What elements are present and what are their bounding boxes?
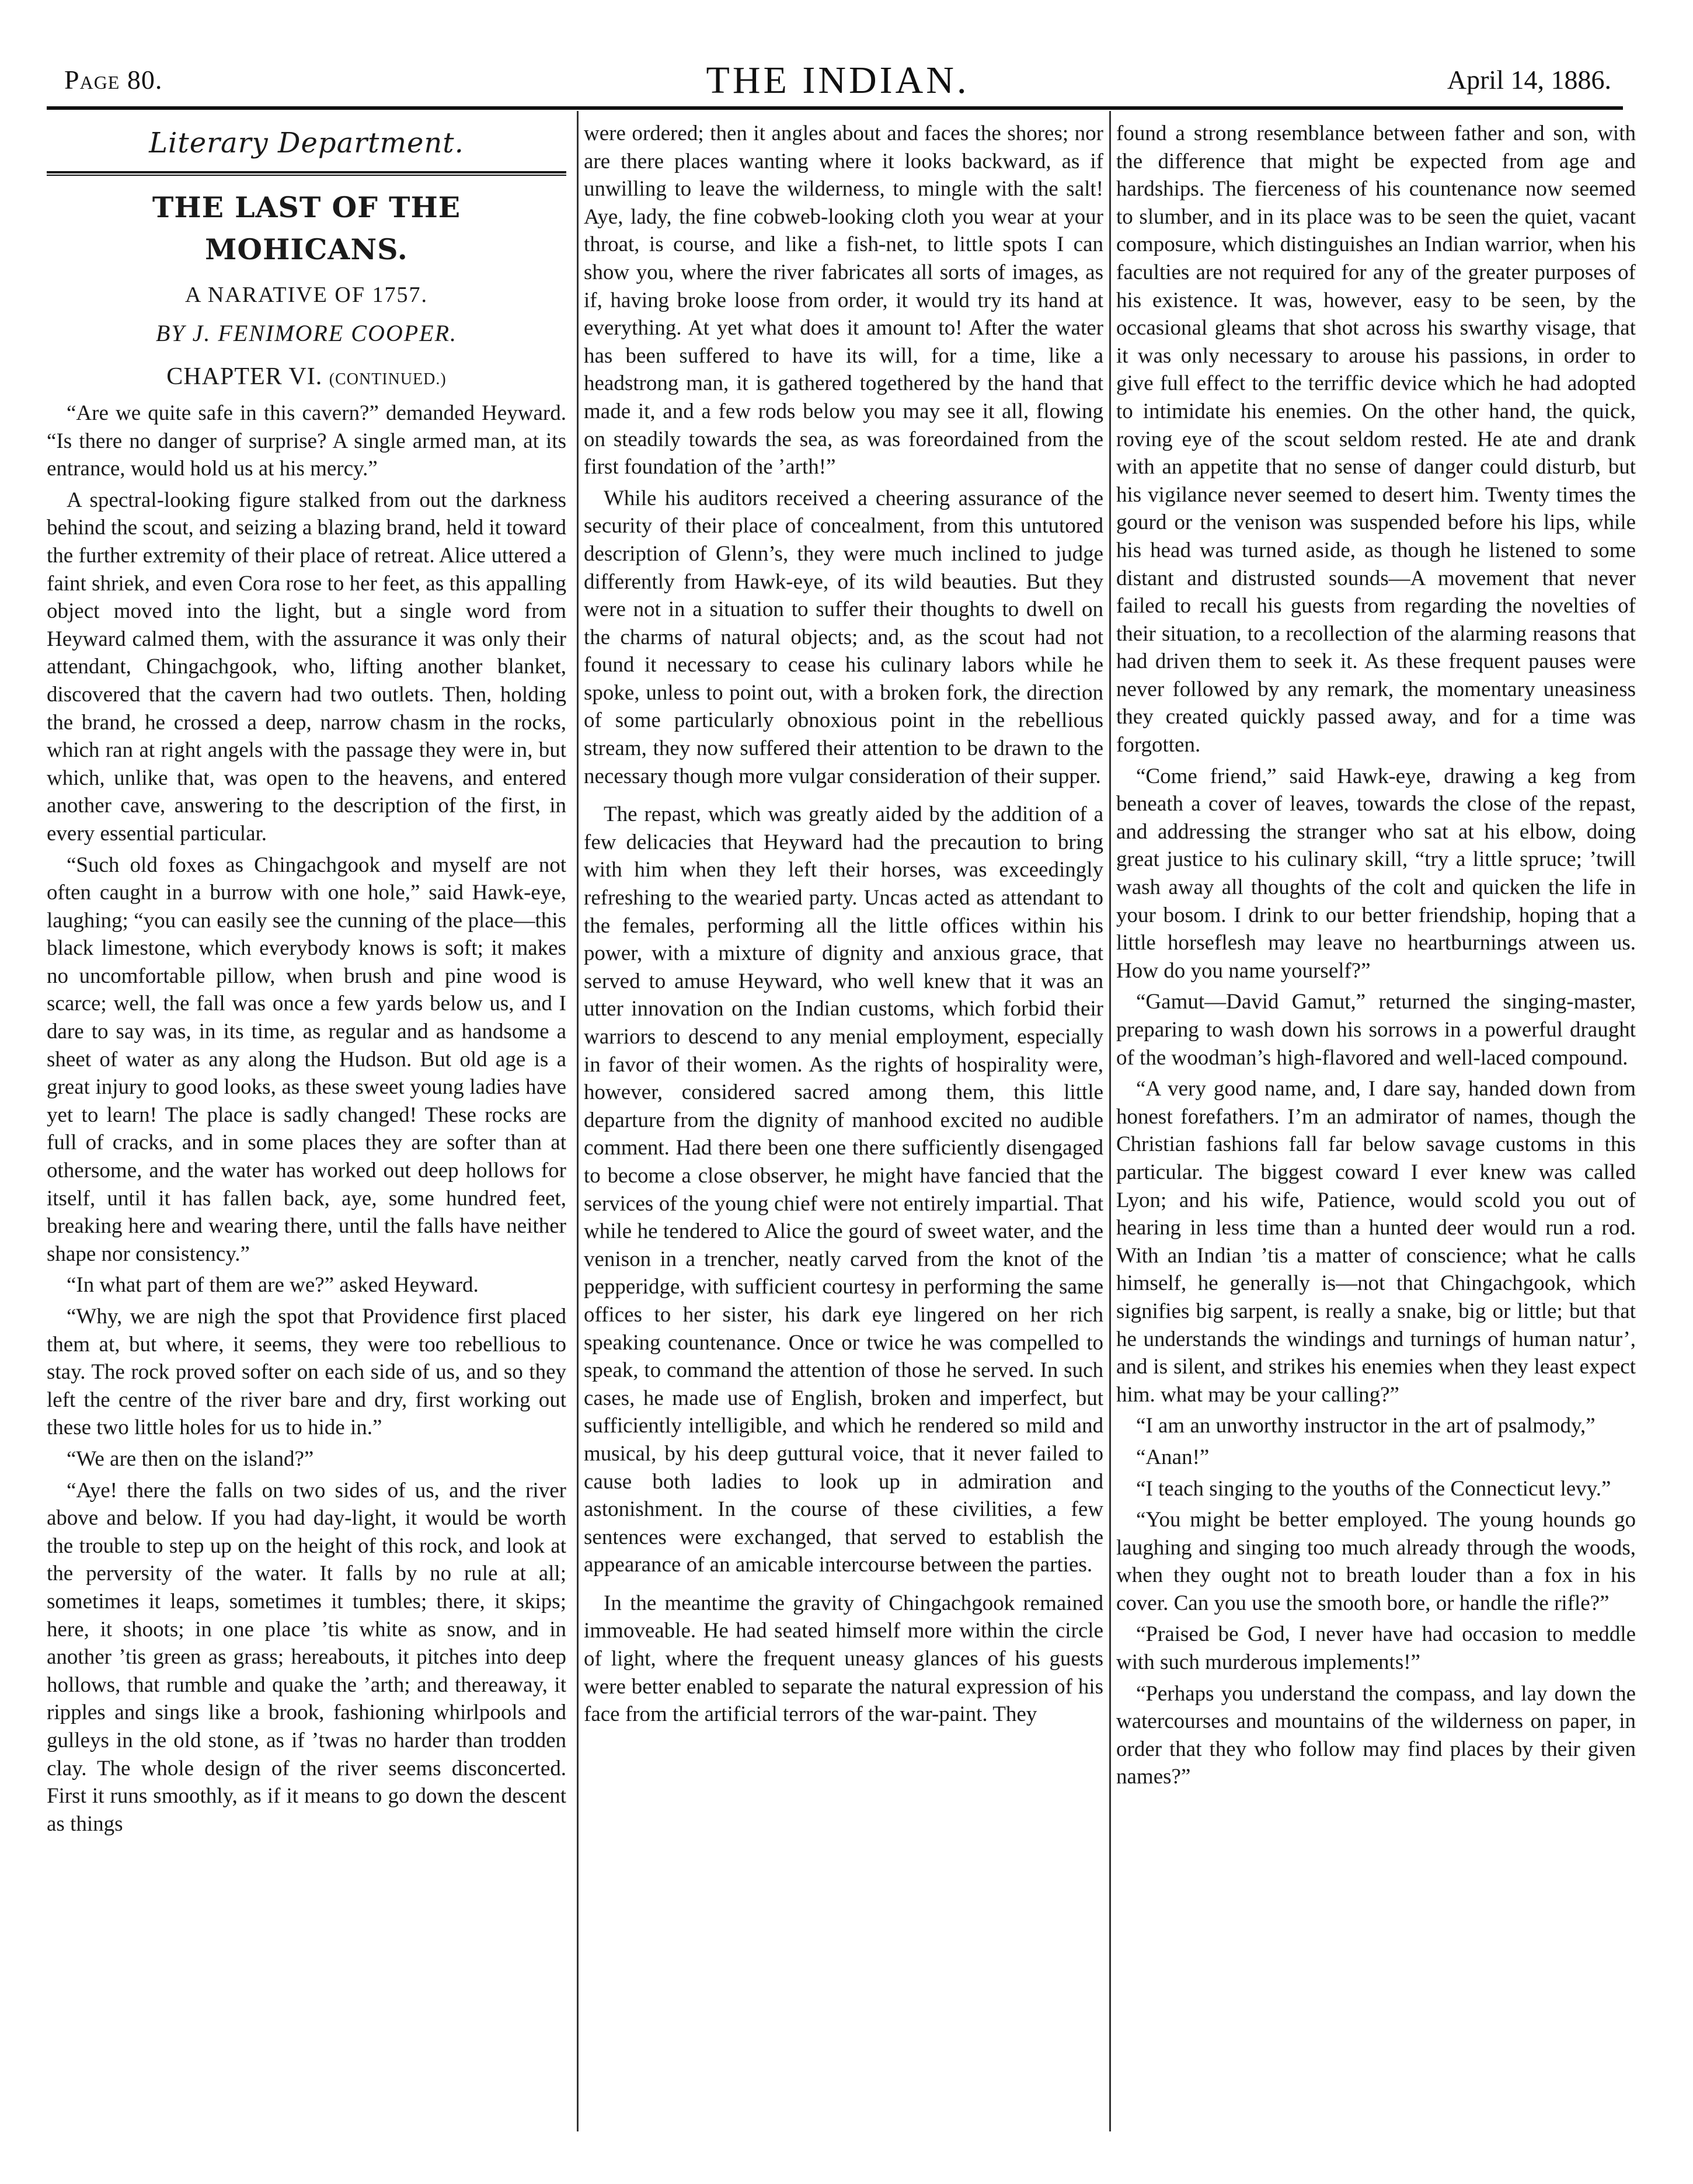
paragraph: “Such old foxes as Chingachgook and myself are not often caught in a burrow with one hole,” said Hawk-eye, laughing; “you can easily see the cunning of the place—this black limestone, which everybody knows is soft; it makes no uncomfortable pillow, when brush and pine wood is scarce; well, the fall was once a few yards below us, and I dare to say was, in its time, as regular and as handsome a sheet of water as any along the Hudson. But old age is a great injury to good looks, as these sweet young ladies have yet to learn! The place is sadly changed! These rocks are full of cracks, and in some places they are softer than at othersome, and the water has worked out deep hollows for itself, until it has fallen back, aye, some hundred feet, breaking here and wearing there, until the falls have neither shape nor consistency.” xyxy=(47,853,566,1266)
paragraph: “Perhaps you understand the compass, and lay down the watercourses and mountains of the wilderness on paper, in order that they who follow may find places by their given names?” xyxy=(1116,1681,1636,1789)
paragraph: “We are then on the island?” xyxy=(67,1446,314,1471)
masthead-rule xyxy=(47,106,1623,110)
paragraph: “In what part of them are we?” asked Heyward. xyxy=(67,1273,479,1298)
paragraph: “Gamut—David Gamut,” returned the singing-master, preparing to wash down his sorrows in a powerful draught of the woodman’s high-flavored and well-laced compound. xyxy=(1116,990,1636,1070)
paragraph: “A very good name, and, I dare say, handed down from honest forefathers. I’m an admirator of names, though the Christian fashions fall far below savage customs in this particular. The biggest coward I ever knew was called Lyon; and his wife, Patience, would scold you out of hearing in less time than a hunted deer would run a rod. With an Indian ’tis a matter of conscience; what he calls himself, he generally is—not that Chingachgook, which signifies big sarpent, is really a snake, big or little; but that he understands the windings and turnings of human natur’, and is silent, and strikes his enemies when they least expect him. what may be your calling?” xyxy=(1116,1077,1636,1407)
paragraph: “You might be better employed. The young hounds go laughing and singing too much already through the woods, when they ought not to breath louder than a fox in his cover. Can you use the smooth bore, or handle the rifle?” xyxy=(1116,1508,1636,1615)
newspaper-title: THE INDIAN. xyxy=(706,59,970,102)
column-2 xyxy=(584,120,1103,2117)
paragraph: were ordered; then it angles about and faces the shores; nor are there places wanting where it looks backward, as if unwilling to leave the wilderness, to mingle with the salt! Aye, lady, the fine cobweb-looking cloth you wear at your throat, is course, and like a fish-net, to little spots I can show you, where the river fabricates all sorts of images, as if, having broke loose from order, it would try its hand at everything. At yet what does it amount to! After the water has been suffered to have its will, for a time, like a headstrong man, it is gathered togethered by the hand that made it, and a few rods below you may see it all, flowing on steadily towards the sea, as was foreordained from the first foundation of the ’arth!” xyxy=(584,121,1103,479)
paragraph: The repast, which was greatly aided by the addition of a few delicacies that Heyward had the precaution to bring with him when they left their horses, was exceedingly refreshing to the wearied party. Uncas acted as attendant to the females, performing all the little offices within his power, with a mixture of dignity and anxious grace, that served to amuse Heyward, who well knew that it was an utter innovation on the Indian customs, which forbid their warriors to descend to any menial employment, especially in favor of their women. As the rights of hospirality were, however, considered sacred among them, this little departure from the dignity of manhood excited no audible comment. Had there been one there sufficiently disengaged to become a close observer, he might have fancied that the services of the young chief were not entirely impartial. That while he tendered to Alice the gourd of sweet water, and the venison in a trencher, neatly carved from the knot of the pepperidge, with sufficient courtesy in performing the same offices to her sister, his dark eye lingered on her rich speaking countenance. Once or twice he was compelled to speak, to command the attention of those he served. In such cases, he made use of English, broken and imperfect, but sufficiently intelligible, and which he rendered so mild and musical, by his deep guttural voice, that it never failed to cause both ladies to look up in admiration and astonishment. In the course of these civilities, a few sentences were exchanged, that served to establish the appearance of an amicable intercourse between the parties. xyxy=(584,802,1103,1577)
department-rule xyxy=(47,171,566,173)
paragraph: A spectral-looking figure stalked from out the darkness behind the scout, and seizing a blazing brand, held it toward the further extremity of their place of retreat. Alice uttered a faint shriek, and even Cora rose to her feet, as this appalling object moved into the light, but a single word from Heyward calmed them, with the assurance it was only their attendant, Chingachgook, who, lifting another blanket, discovered that the cavern had two outlets. Then, holding the brand, he crossed a deep, narrow chasm in the rocks, which ran at right angels with the passage they were in, but which, unlike that, was open to the heavens, and entered another cave, answering to the description of the first, in every essential particular. xyxy=(47,488,566,846)
paragraph: While his auditors received a cheering assurance of the security of their place of concealment, from this untutored description of Glenn’s, they were much inclined to judge differently from Hawk-eye, of its wild beauties. But they were not in a situation to suffer their thoughts to dwell on the charms of natural objects; and, as the scout had not found it necessary to cease his culinary labors while he spoke, unless to point out, with a broken fork, the direction of some particularly obnoxious point in the rebellious stream, they now suffered their attention to be drawn to the necessary though more vulgar consideration of their supper. xyxy=(584,486,1103,788)
paragraph: “Are we quite safe in this cavern?” demanded Heyward. “Is there no danger of surprise? A single armed man, at its entrance, would hold us at his mercy.” xyxy=(47,401,566,481)
article-byline: BY J. FENIMORE COOPER. xyxy=(155,320,458,346)
paragraph: “Praised be God, I never have had occasion to meddle with such murderous implements!” xyxy=(1116,1622,1636,1675)
paragraph: found a strong resemblance between father and son, with the difference that might be expected from age and hardships. The fierceness of his countenance now seemed to slumber, and in its place was to be seen the quiet, vacant composure, which distinguishes an Indian warrior, when his faculties are not required for any of the greater purposes of his existence. It was, however, easy to be seen, by the occasional gleams that shot across his swarthy visage, that it was only necessary to arouse his passions, in order to give full effect to the terriffic device which he had adopted to intimidate his enemies. On the other hand, the quick, roving eye of the scout seldom rested. He ate and drank with an appetite that no sense of danger could disturb, but his vigilance never seemed to desert him. Twenty times the gourd or the venison was suspended before his lips, while his head was turned aside, as though he listened to some distant and distrusted sounds—A movement that never failed to recall his guests from regarding the novelties of their situation, to a recollection of the alarming reasons that had driven them to seek it. As these frequent pauses were never followed by any remark, the momentary uneasiness they created quickly passed away, and for a time was forgotten. xyxy=(1116,121,1636,757)
chapter-continued-note: (CONTINUED.) xyxy=(329,370,447,388)
column-1 xyxy=(47,120,566,2117)
paragraph: “Why, we are nigh the spot that Providence first placed them at, but where, it seems, they were too rebellious to stay. The rock proved softer on each side of us, and so they left the centre of the river bare and dry, first working out these two little holes for us to hide in.” xyxy=(47,1305,566,1440)
paragraph: In the meantime the gravity of Chingachgook remained immoveable. He had seated himself more within the circle of light, where the frequent uneasy glances of his guests were better enabled to separate the natural expression of his face from the artificial terrors of the war-paint. They xyxy=(584,1591,1103,1727)
department-heading: Literary Department. xyxy=(149,127,464,159)
masthead xyxy=(53,58,1623,105)
chapter-number: CHAPTER VI. xyxy=(166,363,323,390)
issue-date: April 14, 1886. xyxy=(1447,65,1611,95)
paragraph: “Come friend,” said Hawk-eye, drawing a keg from beneath a cover of leaves, towards the close of the repast, and addressing the stranger who sat at his elbow, doing great justice to his culinary skill, “try a little spruce; ’twill wash away all thoughts of the colt and quicken the life in your bosom. I drink to our better friendship, hoping that a little horseflesh may leave no heartburnings atween us. How do you name yourself?” xyxy=(1116,764,1636,983)
paragraph: “I teach singing to the youths of the Connecticut levy.” xyxy=(1136,1476,1611,1501)
article-subtitle: A NARATIVE OF 1757. xyxy=(185,283,428,307)
article-title: THE LAST OF THE MOHICANS. xyxy=(152,190,461,266)
column-divider-1 xyxy=(577,111,579,2131)
column-divider-2 xyxy=(1109,111,1111,2131)
page-number: Page 80. xyxy=(64,65,163,95)
chapter-heading xyxy=(47,360,566,396)
paragraph: “Anan!” xyxy=(1136,1445,1210,1469)
paragraph: “Aye! there the falls on two sides of us, and the river above and below. If you had day-light, it would be worth the trouble to step up on the height of this rock, and look at the perversity of the water. It falls by no rule at all; sometimes it leaps, sometimes it tumbles; there, it skips; here, it shoots; in one place ’tis white as snow, and in another ’tis green as grass; hereabouts, it pitches into deep hollows, that rumble and quake the ’arth; and thereaway, it ripples and sings like a brook, fashioning whirlpools and gulleys in the old stone, as if ’twas no harder than trodden clay. The whole design of the river seems disconcerted. First it runs smoothly, as if it means to go down the descent as things xyxy=(47,1478,566,1836)
department-rule-thin xyxy=(47,175,566,176)
paragraph: “I am an unworthy instructor in the art of psalmody,” xyxy=(1136,1414,1596,1438)
column-3 xyxy=(1116,120,1636,2117)
